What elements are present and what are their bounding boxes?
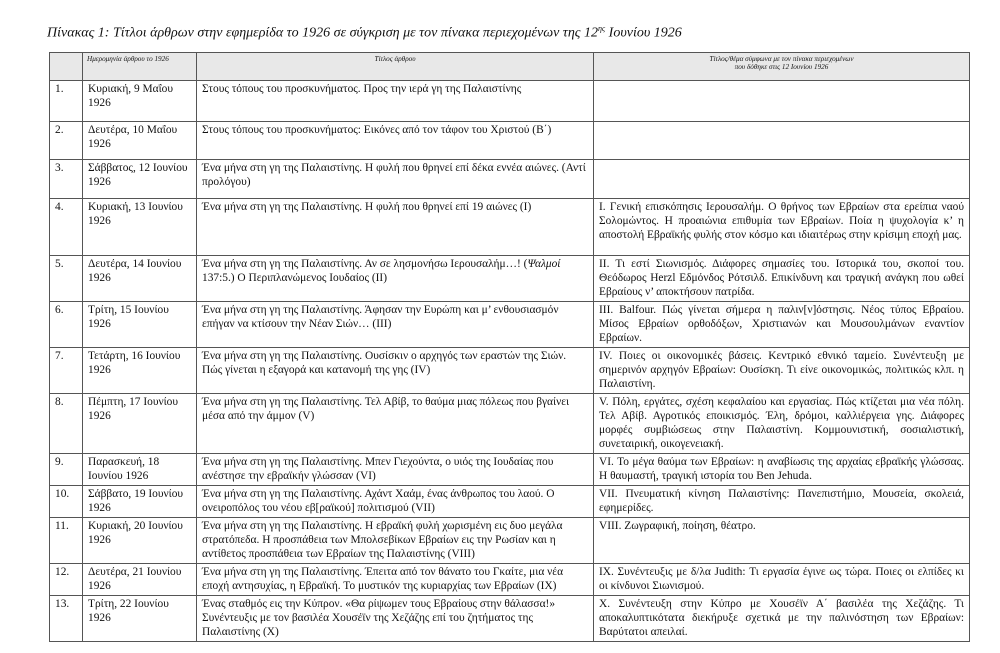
row-date: Σάββατο, 19 Ιουνίου 1926 xyxy=(83,486,197,518)
row-number: 10. xyxy=(50,486,83,518)
table-row xyxy=(50,486,970,518)
row-number: 11. xyxy=(50,518,83,564)
row-title: Ένα μήνα στη γη της Παλαιστίνης. Η φυλή που θρηνεί επί δέκα εννέα αιώνες. (Αντί προλόγου) xyxy=(197,160,594,199)
articles-table xyxy=(49,52,970,642)
table-row xyxy=(50,596,970,642)
row-number: 2. xyxy=(50,122,83,160)
table-row xyxy=(50,518,970,564)
row-match: VΙ. Το μέγα θαύμα των Εβραίων: η αναβίωσις της αρχαίας εβραϊκής γλώσσας. Η θαυμαστή, τραγική ιστορία του Ben Jehuda. xyxy=(594,454,970,486)
table-header-row xyxy=(50,53,970,81)
row-date: Τετάρτη, 16 Ιουνίου 1926 xyxy=(83,348,197,394)
row-date: Κυριακή, 20 Ιουνίου 1926 xyxy=(83,518,197,564)
table-row xyxy=(50,81,970,122)
table-row xyxy=(50,454,970,486)
row-number: 8. xyxy=(50,394,83,454)
row-title: Ένα μήνα στη γη της Παλαιστίνης. Τελ Αβίβ, το θαύμα μιας πόλεως που βγαίνει μέσα από την άμμον (V) xyxy=(197,394,594,454)
row-date: Πέμπτη, 17 Ιουνίου 1926 xyxy=(83,394,197,454)
row-date: Κυριακή, 9 Μαΐου 1926 xyxy=(83,81,197,122)
row-title: Ένα μήνα στη γη της Παλαιστίνης. Έπειτα από τον θάνατο του Γκαίτε, μια νέα εποχή αντησυχίας, η Εβραϊκή. Το μυστικόν της κυριαρχίας των Εβραίων (ΙΧ) xyxy=(197,564,594,596)
row-date: Σάββατος, 12 Ιουνίου 1926 xyxy=(83,160,197,199)
header-date: Ημερομηνία άρθρου το 1926 xyxy=(83,53,197,81)
header-match-line2: που δόθηκε στις 12 Ιουνίου 1926 xyxy=(734,63,829,71)
header-num xyxy=(50,53,83,81)
row-title: Ένα μήνα στη γη της Παλαιστίνης. Μπεν Γιεχούντα, ο υιός της Ιουδαίας που ανέστησε την εβραϊκήν γλώσσαν (VI) xyxy=(197,454,594,486)
row-match: Ι. Γενική επισκόπησις Ιερουσαλήμ. Ο θρήνος των Εβραίων στα ερείπια ναού Σολομώντος. Η προαιώνια επιθυμία των Εβραίων. Ποία η ψυχολογία κ’ η αποστολή Εβραϊκής φυλής στον κόσμο και ιδιαιτέρως στην κρίσιμη εποχή μας. xyxy=(594,199,970,256)
row-title: Ένα μήνα στη γη της Παλαιστίνης. Άφησαν την Ευρώπη και μ’ ενθουσιασμόν επήγαν να κτίσουν την Νέαν Σιών… (ΙΙΙ) xyxy=(197,302,594,348)
row-title xyxy=(197,256,594,302)
caption-text: Πίνακας 1: Τίτλοι άρθρων στην εφημερίδα το 1926 σε σύγκριση με τον πίνακα περιεχομένων της 12 xyxy=(47,25,598,41)
header-match-line1: Τίτλος/θέμα σύμφωνα με τον πίνακα περιεχομένων xyxy=(709,55,854,63)
row-title: Ένα μήνα στη γη της Παλαιστίνης. Ουσίσκιν ο αρχηγός των εραστών της Σιών. Πώς γίνεται η εξαγορά και κατανομή της γης (IV) xyxy=(197,348,594,394)
row-date: Παρασκευή, 18 Ιουνίου 1926 xyxy=(83,454,197,486)
row-number: 6. xyxy=(50,302,83,348)
row-title: Ένα μήνα στη γη της Παλαιστίνης. Αχάντ Χαάμ, ένας άνθρωπος του λαού. Ο ονειροπόλος του νέου εβ[ραϊκού] πολιτισμού (VII) xyxy=(197,486,594,518)
row-date: Δευτέρα, 10 Μαΐου 1926 xyxy=(83,122,197,160)
row-title-text-end: 137:5.) Ο Περιπλανώμενος Ιουδαίος (ΙΙ) xyxy=(202,272,388,284)
row-match xyxy=(594,122,970,160)
row-date: Τρίτη, 15 Ιουνίου 1926 xyxy=(83,302,197,348)
row-title: Στους τόπους του προσκυνήματος. Προς την ιερά γη της Παλαιστίνης xyxy=(197,81,594,122)
row-number: 3. xyxy=(50,160,83,199)
table-row xyxy=(50,160,970,199)
row-title: Ένα μήνα στη γη της Παλαιστίνης. Η φυλή που θρηνεί επί 19 αιώνες (Ι) xyxy=(197,199,594,256)
row-match: Χ. Συνέντευξη στην Κύπρο με Χουσέϊν Α΄ βασιλέα της Χεζάζης. Τι αποκαλυπτικότατα διεκήρυξε σχετικά με την παλινόστηση των Εβραίων: Βαρύτατοι απειλαί. xyxy=(594,596,970,642)
header-title: Τίτλος άρθρου xyxy=(197,53,594,81)
row-date: Τρίτη, 22 Ιουνίου 1926 xyxy=(83,596,197,642)
row-title: Ένα μήνα στη γη της Παλαιστίνης. Η εβραϊκή φυλή χωρισμένη εις δυο μεγάλα στρατόπεδα. Η προσπάθεια των Μπολσεβίκων Εβραίων εις την Ρωσίαν και η αντίθετος προσπάθεια των Εβραίων της Παλαιστίνης (VIII) xyxy=(197,518,594,564)
row-match: ΙΙ. Τι εστί Σιωνισμός. Διάφορες σημασίες του. Ιστορικά του, σκοποί του. Θεόδωρος Herzl Εδμόνδος Ρότσιλδ. Επικίνδυνη και τραγική ανάγκη που ωθεί Εβραίους ν’ αποκτήσουν πατρίδα. xyxy=(594,256,970,302)
row-match: VΙΙ. Πνευματική κίνηση Παλαιστίνης: Πανεπιστήμιο, Μουσεία, σκολειά, εφημερίδες. xyxy=(594,486,970,518)
table-row xyxy=(50,256,970,302)
row-date: Δευτέρα, 14 Ιουνίου 1926 xyxy=(83,256,197,302)
table-row xyxy=(50,394,970,454)
row-match: ΙΧ. Συνέντευξις με δ/λα Judith: Τι εργασία έγινε ως τώρα. Ποιες οι ελπίδες κι οι κίνδυνοι Σιωνισμού. xyxy=(594,564,970,596)
row-number: 12. xyxy=(50,564,83,596)
table-row xyxy=(50,302,970,348)
caption-superscript: ης xyxy=(597,24,606,33)
row-number: 5. xyxy=(50,256,83,302)
row-match: VΙΙΙ. Ζωγραφική, ποίηση, θέατρο. xyxy=(594,518,970,564)
row-number: 7. xyxy=(50,348,83,394)
row-match: V. Πόλη, εργάτες, σχέση κεφαλαίου και εργασίας. Πώς κτίζεται μια νέα πόλη. Τελ Αβίβ. Αγροτικός εποικισμός. Έλη, δρόμοι, καλλιέργεια γης. Διάφορες μορφές συμβιώσεως στην Παλαιστίνη. Κομμουνιστική, σοσιαλιστική, συνεταιρική, οικογενειακή. xyxy=(594,394,970,454)
table-caption xyxy=(47,24,682,42)
table-row xyxy=(50,564,970,596)
row-title-italic: Ψαλμοί xyxy=(527,258,561,270)
row-number: 13. xyxy=(50,596,83,642)
row-number: 4. xyxy=(50,199,83,256)
row-match: ΙΙΙ. Balfour. Πώς γίνεται σήμερα η παλιν[ν]όστησις. Νέος τύπος Εβραίου. Μίσος Εβραίων ορθοδόξων, Χριστιανών και Μουσουλμάνων εναντίον Εβραίων. xyxy=(594,302,970,348)
table-row xyxy=(50,199,970,256)
row-title-text: Ένα μήνα στη γη της Παλαιστίνης. Αν σε λησμονήσω Ιερουσαλήμ…! ( xyxy=(202,258,528,270)
row-match xyxy=(594,81,970,122)
caption-suffix: Ιουνίου 1926 xyxy=(605,25,682,41)
row-title: Ένας σταθμός εις την Κύπρον. «Θα ρίψωμεν τους Εβραίους στην θάλασσα!» Συνέντευξις με τον βασιλέα Χουσέϊν της Χεζάζης επί του ζητήματος της Παλαιστίνης (Χ) xyxy=(197,596,594,642)
row-title: Στους τόπους του προσκυνήματος: Εικόνες από τον τάφον του Χριστού (Β΄) xyxy=(197,122,594,160)
row-date: Δευτέρα, 21 Ιουνίου 1926 xyxy=(83,564,197,596)
row-match xyxy=(594,160,970,199)
header-match xyxy=(594,53,970,81)
row-match: ΙV. Ποιες οι οικονομικές βάσεις. Κεντρικό εθνικό ταμείο. Συνέντευξη με σημερινόν αρχηγόν Εβραίων: Ουσίσκη. Τι είνε οικονομικώς, πολιτικώς κλπ. η Παλαιστίνη. xyxy=(594,348,970,394)
table-row xyxy=(50,122,970,160)
row-number: 9. xyxy=(50,454,83,486)
row-number: 1. xyxy=(50,81,83,122)
table-row xyxy=(50,348,970,394)
row-date: Κυριακή, 13 Ιουνίου 1926 xyxy=(83,199,197,256)
